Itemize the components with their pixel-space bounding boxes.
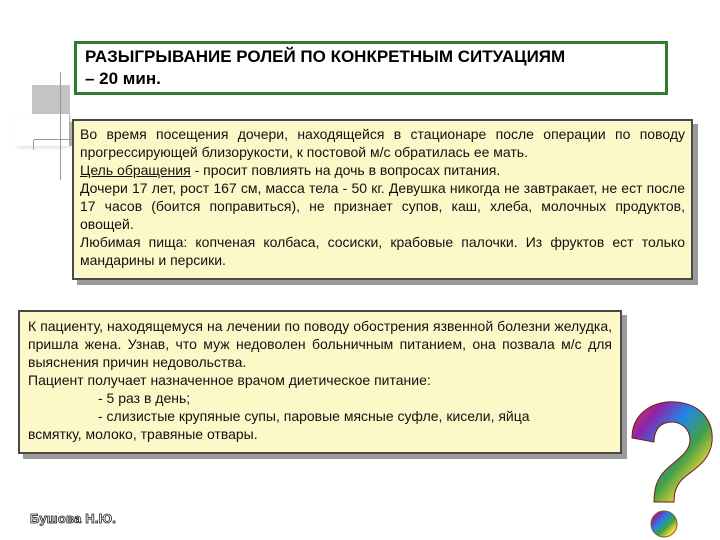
slide-title (74, 41, 668, 95)
case-box-1 (72, 119, 693, 280)
case2-item-2-cont: всмятку, молоко, травяные отвары. (28, 426, 258, 442)
case1-paragraph-2: Дочери 17 лет, рост 167 см, масса тела - 50 кг. Девушка никогда не завтракает, не ест после 17 часов (боится поправиться), не признает супов, каш, хлеба, молочных продуктов, овощей. (80, 180, 685, 232)
deco-line-tick (33, 140, 34, 150)
title-line-2: – 20 мин. (85, 69, 161, 88)
case2-paragraph-2: Пациент получает назначенное врачом диетическое питание: (28, 372, 431, 388)
case1-goal-text: - просит повлиять на дочь в вопросах питания. (190, 162, 501, 178)
author-signature: Бушова Н.Ю. (30, 511, 117, 526)
case1-paragraph-3: Любимая пища: копченая колбаса, сосиски, крабовые палочки. Из фруктов ест только мандарины и персики. (80, 234, 685, 268)
title-line-1: РАЗЫГРЫВАНИЕ РОЛЕЙ ПО КОНКРЕТНЫМ СИТУАЦИЯМ (85, 47, 566, 66)
case1-paragraph-1: Во время посещения дочери, находящейся в стационаре после операции по поводу прогрессирующей близорукости, к постовой м/с обратилась ее мать. (80, 126, 685, 160)
deco-line-vertical (60, 72, 61, 180)
case-box-2 (18, 310, 622, 454)
case1-goal-label: Цель обращения (80, 162, 191, 178)
rainbow-question-mark-icon (614, 398, 720, 540)
case2-item-1: - 5 раз в день; (98, 390, 191, 406)
case2-paragraph-1: К пациенту, находящемуся на лечении по поводу обострения язвенной болезни желудка, пришла жена. Узнав, что муж недоволен больничным питанием, она позвала м/с для выяснения причин недовольства. (28, 318, 612, 370)
case1-goal (80, 161, 685, 179)
case2-item-2: - слизистые крупяные супы, паровые мясные суфле, кисели, яйца (98, 408, 530, 424)
